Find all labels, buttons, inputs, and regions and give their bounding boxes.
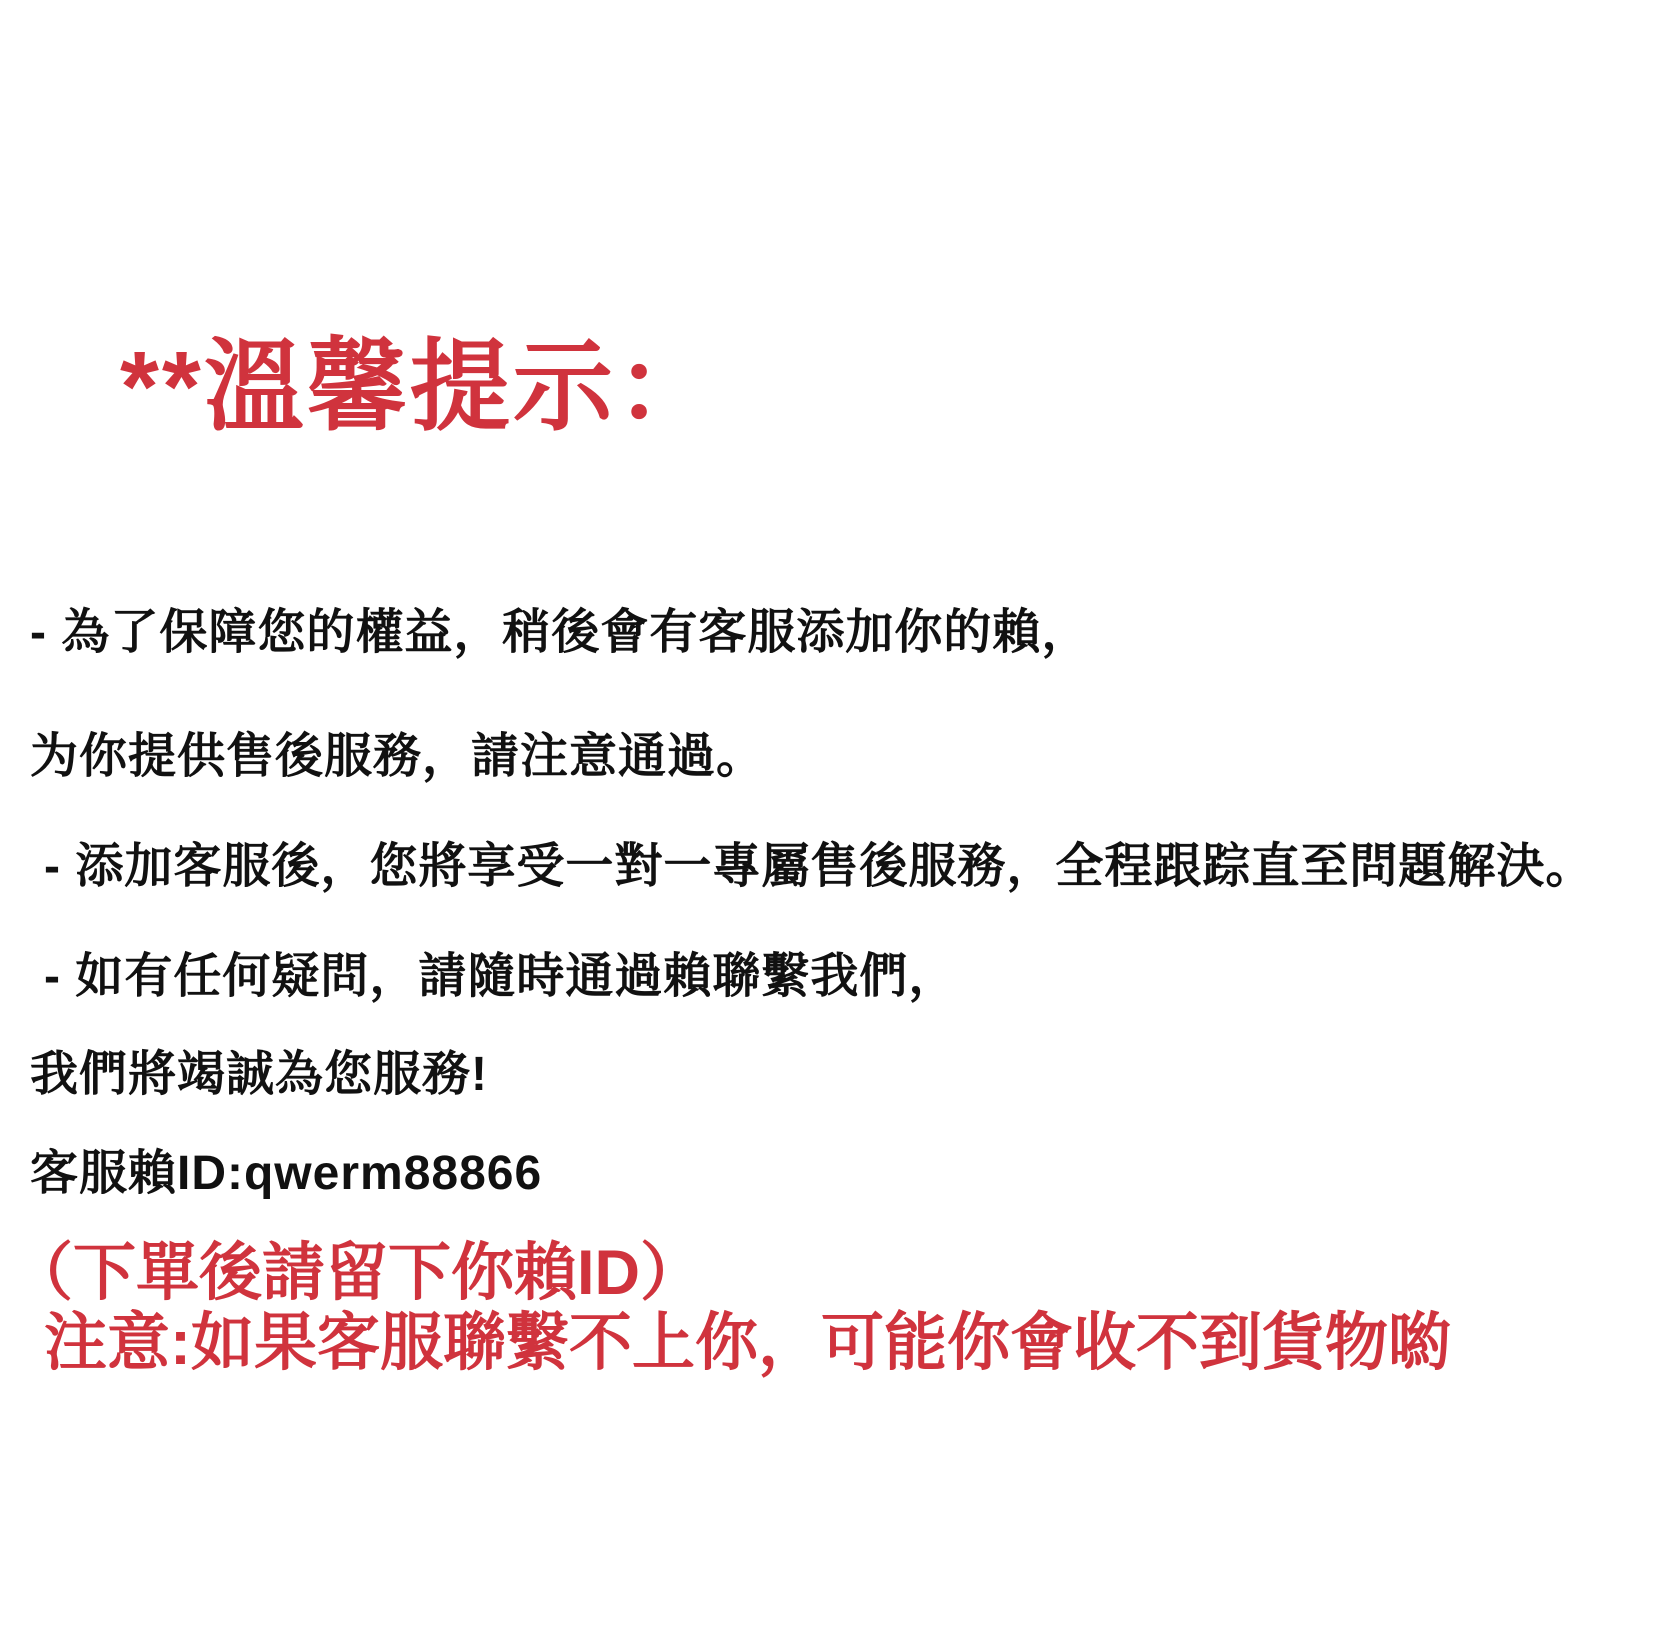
notice-line-serve-you: 我們將竭誠為您服務! xyxy=(30,1048,488,1101)
notice-line-contact-us: - 如有任何疑問，請隨時通過賴聯繫我們， xyxy=(44,950,958,1003)
notice-footer xyxy=(10,1238,1451,1378)
notice-line-protect-rights: - 為了保障您的權益，稍後會有客服添加你的賴， xyxy=(30,606,1091,659)
notice-line-after-sales: 为你提供售後服務，請注意通過。 xyxy=(30,730,766,783)
notice-title: **溫馨提示： xyxy=(120,331,719,443)
notice-line-one-on-one-service: - 添加客服後，您將享受一對一專屬售後服務，全程跟踪直至問題解決。 xyxy=(44,840,1595,893)
notice-line-service-id: 客服賴ID:qwerm88866 xyxy=(30,1147,543,1200)
footer-line-warning: 注意:如果客服聯繫不上你，可能你會收不到貨物喲 xyxy=(44,1308,1451,1378)
footer-line-leave-your-id: （下單後請留下你賴ID） xyxy=(10,1238,703,1308)
